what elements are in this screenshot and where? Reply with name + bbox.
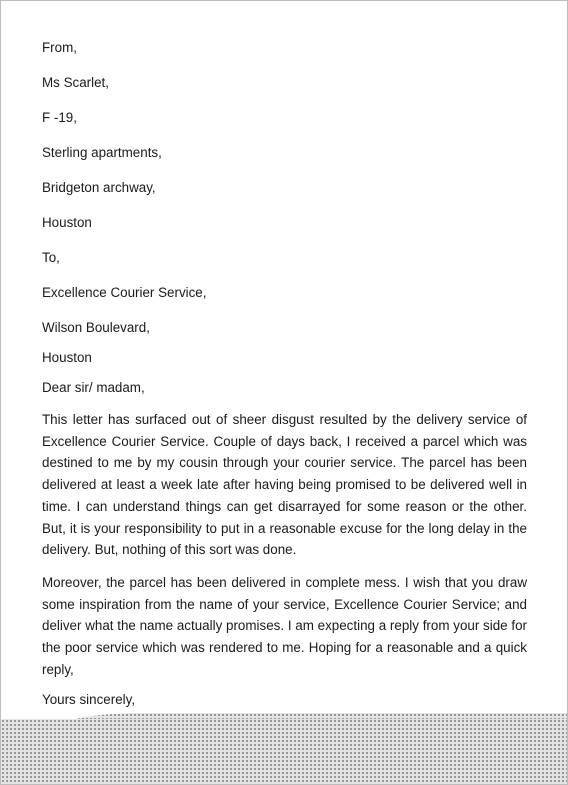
to-label: To,: [42, 250, 60, 265]
recipient-city: Houston: [42, 350, 92, 365]
sender-street: Bridgeton archway,: [42, 180, 156, 195]
dotted-background: [1, 719, 568, 785]
recipient-street: Wilson Boulevard,: [42, 320, 150, 335]
sender-city: Houston: [42, 215, 92, 230]
salutation: Dear sir/ madam,: [42, 380, 145, 395]
from-label: From,: [42, 40, 77, 55]
sender-unit: F -19,: [42, 110, 77, 125]
sender-building: Sterling apartments,: [42, 145, 162, 160]
body-paragraph-1: This letter has surfaced out of sheer disgust resulted by the delivery service of Excellence Courier Service. Couple of days back, I received a parcel which was destined to me by my cousin through your courier service. The parcel has been delivered at least a week late after having being promised to be delivered well in time. I can understand things can get disarrayed for some reason or the other. But, it is your responsibility to put in a reasonable excuse for the long delay in the delivery. But, nothing of this sort was done.: [42, 412, 527, 558]
closing: Yours sincerely,: [42, 692, 136, 708]
body-paragraph-2: Moreover, the parcel has been delivered in complete mess. I wish that you draw some inspiration from the name of your service, Excellence Courier Service; and deliver what the name actually promises. I am expecting a reply from your side for the poor service which was rendered to me. Hoping for a reasonable and a quick reply,: [42, 574, 527, 677]
letter-body: [42, 39, 527, 742]
recipient-name: Excellence Courier Service,: [42, 285, 207, 300]
sender-name: Ms Scarlet,: [42, 75, 109, 90]
